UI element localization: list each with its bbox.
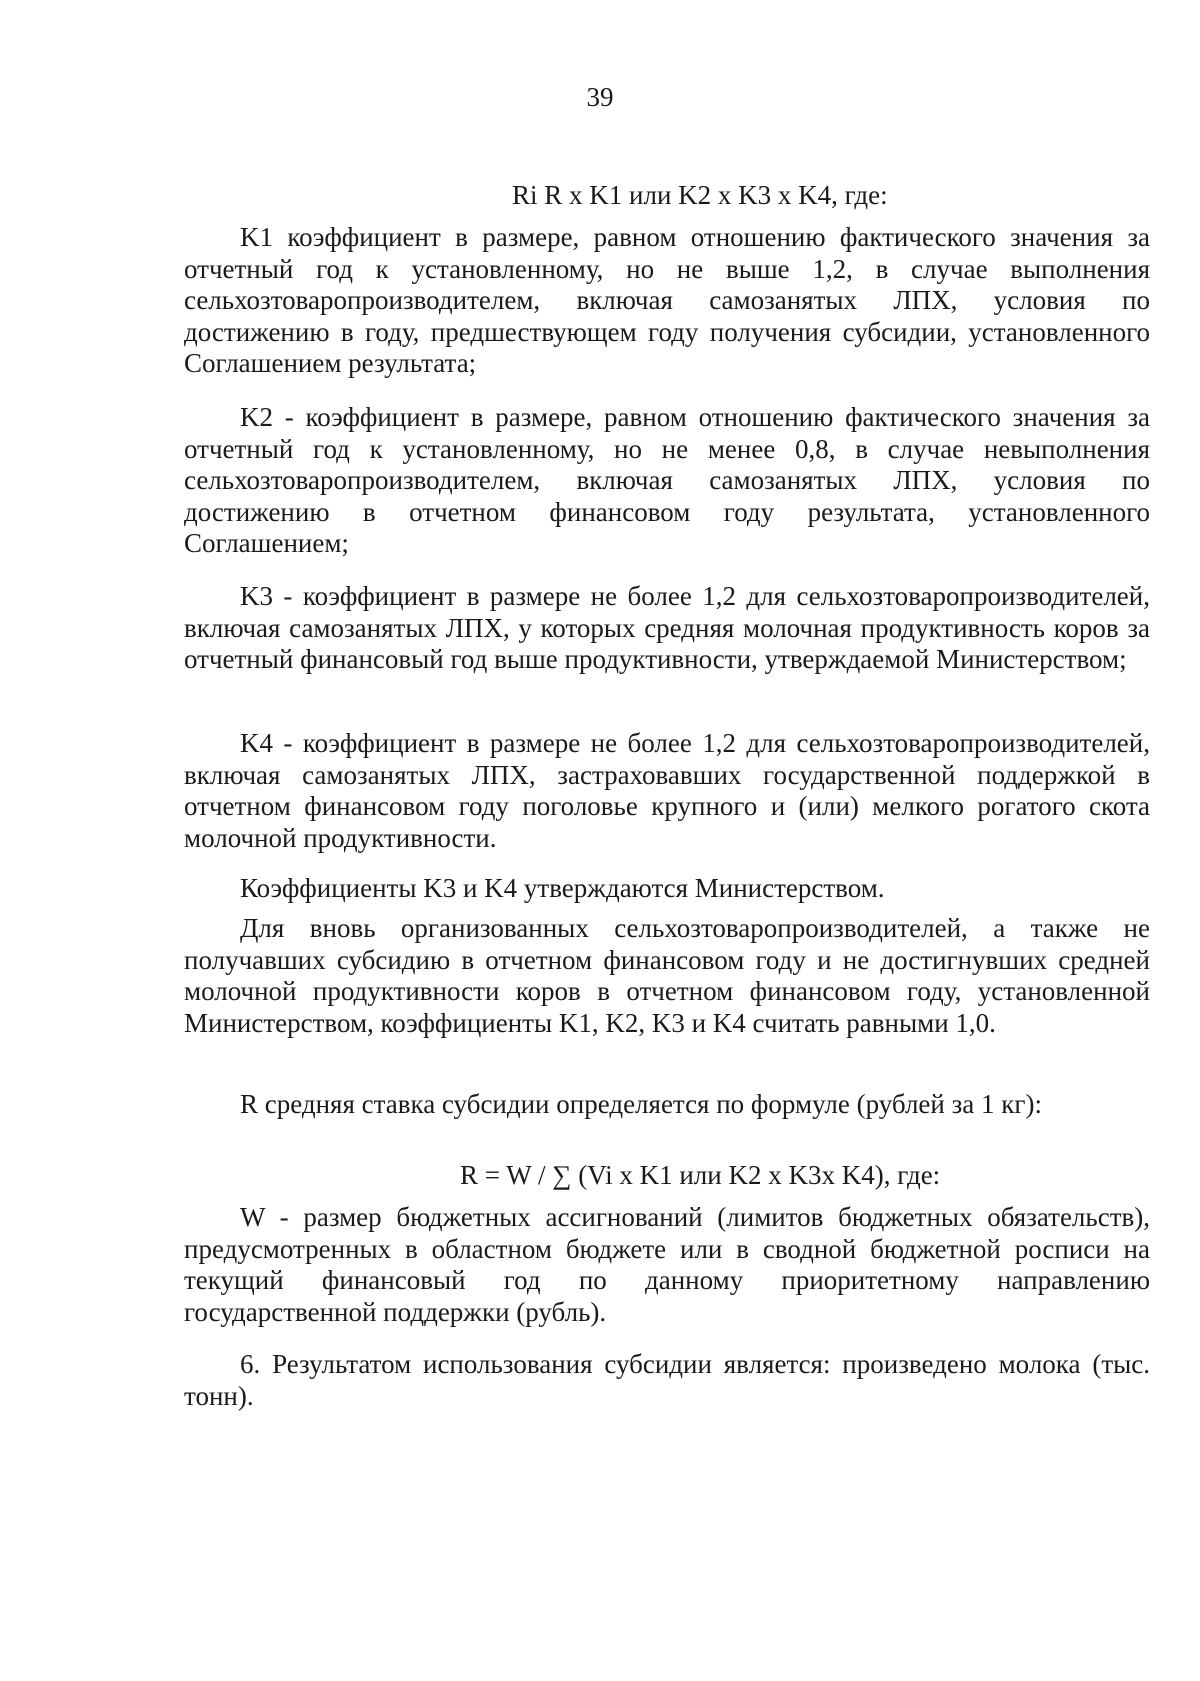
page-number: 39 bbox=[586, 82, 614, 112]
paragraph-k2: K2 - коэффициент в размере, равном отношению фактического значения за отчетный год к установленному, но не менее 0,8, в случае невыполнения сельхозтоваропроизводителем, включая самозанятых ЛПХ, условия по достижению в отчетном финансовом году результата, установленного Соглашением; bbox=[184, 402, 1150, 559]
formula-ri: Ri R x K1 или K2 x K3 x K4, где: bbox=[512, 180, 888, 210]
paragraph-new-producers: Для вновь организованных сельхозтоваропроизводителей, а также не получавших субсидию в отчетном финансовом году и не достигнувших средней молочной продуктивности коров в отчетном финансовом году, установленной Министерством, коэффициенты K1, K2, K3 и K4 считать равными 1,0. bbox=[184, 913, 1150, 1038]
paragraph-k3: K3 - коэффициент в размере не более 1,2 для сельхозтоваропроизводителей, включая самозанятых ЛПХ, у которых средняя молочная продуктивность коров за отчетный финансовый год выше продуктивности, утверждаемой Министерством; bbox=[184, 581, 1150, 675]
paragraph-w-definition: W - размер бюджетных ассигнований (лимитов бюджетных обязательств), предусмотренных в областном бюджете или в сводной бюджетной росписи на текущий финансовый год по данному приоритетному направлению государственной поддержки (рубль). bbox=[184, 1202, 1150, 1327]
paragraph-k1: K1 коэффициент в размере, равном отношению фактического значения за отчетный год к установленному, но не выше 1,2, в случае выполнения сельхозтоваропроизводителем, включая самозанятых ЛПХ, условия по достижению в году, предшествующем году получения субсидии, установленного Соглашением результата; bbox=[184, 222, 1150, 379]
formula-r: R = W / ∑ (Vi x K1 или K2 x K3x K4), где: bbox=[460, 1160, 941, 1190]
paragraph-r-definition: R средняя ставка субсидии определяется по формуле (рублей за 1 кг): bbox=[240, 1089, 1042, 1119]
paragraph-k4: K4 - коэффициент в размере не более 1,2 для сельхозтоваропроизводителей, включая самозанятых ЛПХ, застраховавших государственной поддержкой в отчетном финансовом году поголовье крупного и (или) мелкого рогатого скота молочной продуктивности. bbox=[184, 728, 1150, 853]
paragraph-coefficients-approval: Коэффициенты K3 и K4 утверждаются Министерством. bbox=[240, 873, 885, 903]
paragraph-result: 6. Результатом использования субсидии является: произведено молока (тыс. тонн). bbox=[184, 1349, 1150, 1411]
